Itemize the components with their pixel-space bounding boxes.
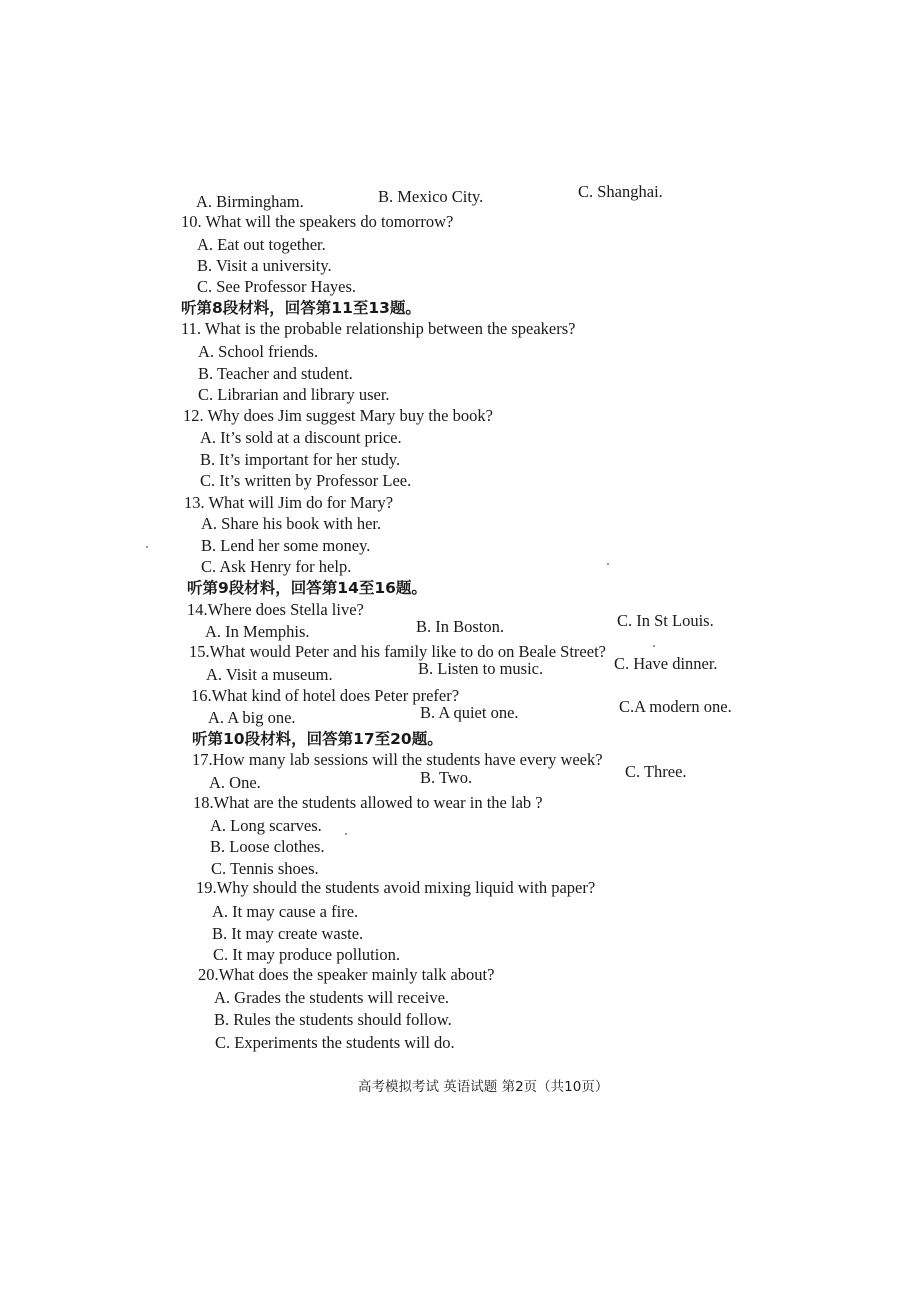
q11-option-a: A. School friends. bbox=[198, 342, 319, 361]
q16-option-c: C.A modern one. bbox=[619, 697, 732, 716]
q19-option-c: C. It may produce pollution. bbox=[213, 945, 400, 964]
q19-option-a: A. It may cause a fire. bbox=[212, 902, 359, 921]
q10-option-b: B. Visit a university. bbox=[197, 256, 332, 275]
scan-speck bbox=[653, 645, 655, 647]
q12-option-a: A. It’s sold at a discount price. bbox=[200, 428, 402, 447]
q15-option-b: B. Listen to music. bbox=[418, 659, 544, 678]
q10-stem: 10. What will the speakers do tomorrow? bbox=[181, 212, 454, 231]
q15-option-c: C. Have dinner. bbox=[614, 654, 718, 673]
q19-stem: 19.Why should the students avoid mixing liquid with paper? bbox=[196, 878, 596, 897]
q18-option-a: A. Long scarves. bbox=[210, 816, 322, 835]
q11-option-b: B. Teacher and student. bbox=[198, 364, 353, 383]
q14-option-c: C. In St Louis. bbox=[617, 611, 714, 630]
q14-option-b: B. In Boston. bbox=[416, 617, 505, 636]
q20-option-c: C. Experiments the students will do. bbox=[215, 1033, 455, 1052]
q11-stem: 11. What is the probable relationship between the speakers? bbox=[181, 319, 576, 338]
q10-option-c: C. See Professor Hayes. bbox=[197, 277, 357, 296]
q16-option-a: A. A big one. bbox=[208, 708, 296, 727]
section10-heading: 听第10段材料，回答第17至20题。 bbox=[192, 730, 443, 748]
q16-stem: 16.What kind of hotel does Peter prefer? bbox=[191, 686, 460, 705]
page-footer: 高考模拟考试 英语试题 第2页（共10页） bbox=[358, 1079, 609, 1095]
q13-option-b: B. Lend her some money. bbox=[201, 536, 371, 555]
q9-option-c: C. Shanghai. bbox=[578, 182, 663, 201]
q19-option-b: B. It may create waste. bbox=[212, 924, 364, 943]
section8-heading: 听第8段材料，回答第11至13题。 bbox=[181, 299, 421, 317]
q11-option-c: C. Librarian and library user. bbox=[198, 385, 390, 404]
section9-heading: 听第9段材料，回答第14至16题。 bbox=[187, 579, 427, 597]
q12-option-c: C. It’s written by Professor Lee. bbox=[200, 471, 412, 490]
q15-option-a: A. Visit a museum. bbox=[206, 665, 333, 684]
q20-stem: 20.What does the speaker mainly talk about? bbox=[198, 965, 495, 984]
q14-option-a: A. In Memphis. bbox=[205, 622, 310, 641]
q18-stem: 18.What are the students allowed to wear in the lab ? bbox=[193, 793, 543, 812]
q12-option-b: B. It’s important for her study. bbox=[200, 450, 401, 469]
q20-option-a: A. Grades the students will receive. bbox=[214, 988, 450, 1007]
q18-option-c: C. Tennis shoes. bbox=[211, 859, 319, 878]
q13-option-c: C. Ask Henry for help. bbox=[201, 557, 352, 576]
q9-option-a: A. Birmingham. bbox=[196, 192, 304, 211]
q10-option-a: A. Eat out together. bbox=[197, 235, 326, 254]
q18-option-b: B. Loose clothes. bbox=[210, 837, 325, 856]
scan-speck bbox=[345, 833, 347, 835]
scan-speck bbox=[607, 563, 609, 565]
q13-stem: 13. What will Jim do for Mary? bbox=[184, 493, 394, 512]
q17-option-c: C. Three. bbox=[625, 762, 687, 781]
scan-speck bbox=[146, 546, 148, 548]
q15-stem: 15.What would Peter and his family like to do on Beale Street? bbox=[189, 642, 606, 661]
q20-option-b: B. Rules the students should follow. bbox=[214, 1010, 452, 1029]
q17-option-a: A. One. bbox=[209, 773, 261, 792]
q9-option-b: B. Mexico City. bbox=[378, 187, 484, 206]
q14-stem: 14.Where does Stella live? bbox=[187, 600, 364, 619]
q13-option-a: A. Share his book with her. bbox=[201, 514, 382, 533]
q17-stem: 17.How many lab sessions will the students have every week? bbox=[192, 750, 603, 769]
q12-stem: 12. Why does Jim suggest Mary buy the book? bbox=[183, 406, 493, 425]
q17-option-b: B. Two. bbox=[420, 768, 473, 787]
q16-option-b: B. A quiet one. bbox=[420, 703, 519, 722]
